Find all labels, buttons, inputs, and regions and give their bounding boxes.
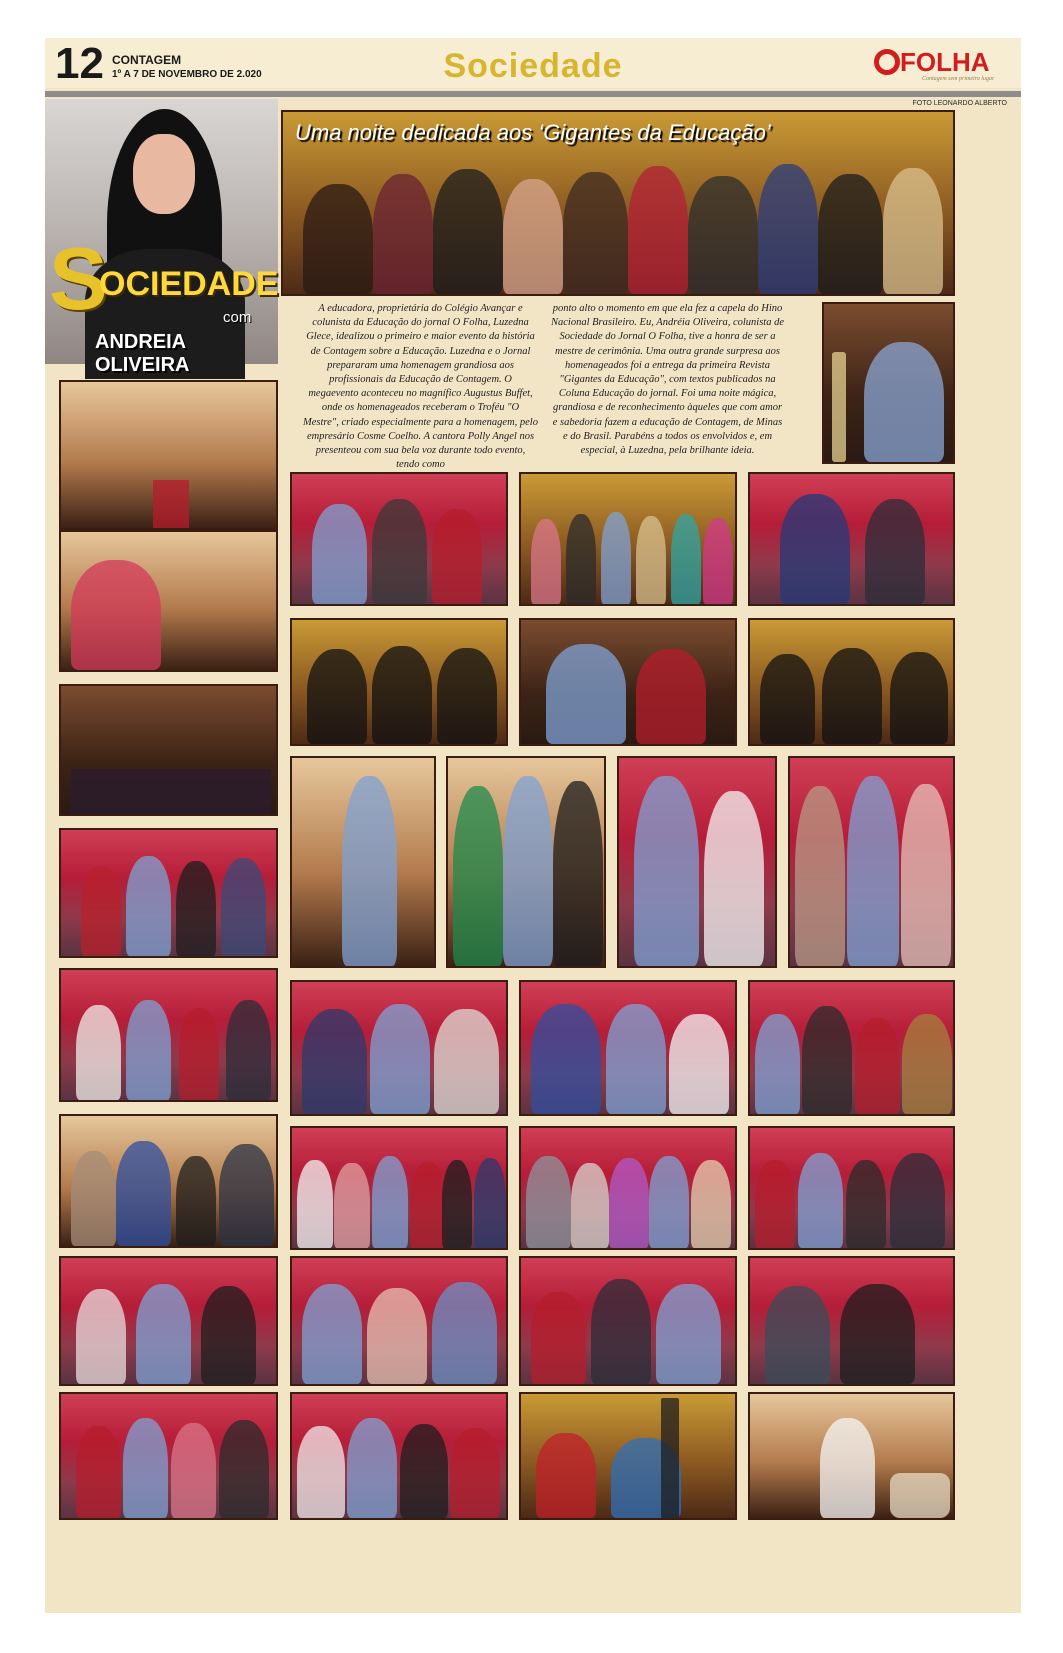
logo-tagline: Contagem sem primeiro lugar: [922, 76, 995, 82]
photo-grid-5: [519, 618, 737, 746]
column-brand-connector: com: [223, 309, 252, 326]
photo-grid-1: [290, 472, 508, 606]
columnist-portrait: [45, 99, 279, 376]
page-number: 12: [55, 39, 104, 88]
photo-left-1: [59, 828, 278, 958]
photo-grid-22: [748, 1392, 955, 1520]
photo-grid-8: [446, 756, 606, 968]
photo-trophy: [822, 302, 955, 464]
photo-venue-staircase: [59, 530, 278, 672]
photo-grid-15: [519, 1126, 737, 1250]
folha-logo: [874, 46, 1009, 84]
logo-brand: FOLHA: [900, 47, 990, 77]
article-column-2: ponto alto o momento em que ela fez a capela do Hino Nacional Brasileiro. Eu, Andréia Oliveira, colunista de Sociedade do Jornal O Folha, tive a honra de ser a mestre de cerimônia. Uma outra grande surpresa aos homenageados foi a entrega da primeira Revista "Gigantes da Educação", com textos publicados na Coluna Educação do jornal. Foi uma noite mágica, grandiosa e de reconhecimento àqueles que com amor e sabedoria fazem a educação de Contagem, de Minas e do Brasil. Parabéns a todos os envolvidos e, em especial, à Luzedna, pela brilhante ideia.: [550, 303, 785, 457]
photo-grid-7: [290, 756, 436, 968]
photo-grid-12: [519, 980, 737, 1116]
photo-grid-17: [290, 1256, 508, 1386]
photo-grid-19: [748, 1256, 955, 1386]
photo-grid-9: [617, 756, 777, 968]
article-column-1: A educadora, proprietária do Colégio Avançar e colunista da Educação do jornal O Folha, Luzedna Glece, idealizou o primeiro e maior evento da história de Contagem sobre a Educação. Luzedna e o Jornal prepararam uma homenagem grandiosa aos profissionais da Educação de Contagem. O megaevento aconteceu no magnífico Augustus Buffet, onde os homenageados receberam o Troféu "O Mestre", criado especialmente para a homenagem, pelo empresário Cosme Coelho. A cantora Polly Angel nos presenteou com sua bela voz durante todo evento, tendo como: [303, 303, 538, 471]
logo-o-icon: [874, 49, 900, 75]
photo-grid-21: [519, 1392, 737, 1520]
photo-grid-20: [290, 1392, 508, 1520]
edition-date: 1º A 7 DE NOVEMBRO DE 2.020: [112, 69, 262, 80]
section-title: Sociedade: [443, 47, 623, 85]
photo-left-5: [59, 1392, 278, 1520]
page-header: [45, 38, 1021, 88]
feature-photo: [281, 110, 955, 296]
photo-grid-3: [748, 472, 955, 606]
columnist-name: ANDREIA OLIVEIRA: [95, 331, 190, 376]
photo-grid-6: [748, 618, 955, 746]
photo-grid-10: [788, 756, 955, 968]
portrait-face: [133, 134, 195, 214]
column-brand-title: OCIEDADE: [99, 265, 279, 303]
feature-headline: Uma noite dedicada aos ‘Gigantes da Educação’: [295, 120, 771, 145]
photo-grid-13: [748, 980, 955, 1116]
photo-left-4: [59, 1256, 278, 1386]
photo-grid-4: [290, 618, 508, 746]
column-brand-s: S: [49, 229, 108, 328]
edition-city: CONTAGEM: [112, 53, 182, 67]
photo-grid-11: [290, 980, 508, 1116]
photo-grid-14: [290, 1126, 508, 1250]
photo-grid-16: [748, 1126, 955, 1250]
photo-grid-2: [519, 472, 737, 606]
photo-dinner-table: [59, 684, 278, 816]
header-divider: [45, 91, 1021, 97]
photo-left-3: [59, 1114, 278, 1248]
photo-left-2: [59, 968, 278, 1102]
newspaper-page: [45, 38, 1021, 1613]
photo-credit: FOTO LEONARDO ALBERTO: [912, 100, 1007, 107]
photo-grid-18: [519, 1256, 737, 1386]
photo-venue-hall: [59, 380, 278, 530]
